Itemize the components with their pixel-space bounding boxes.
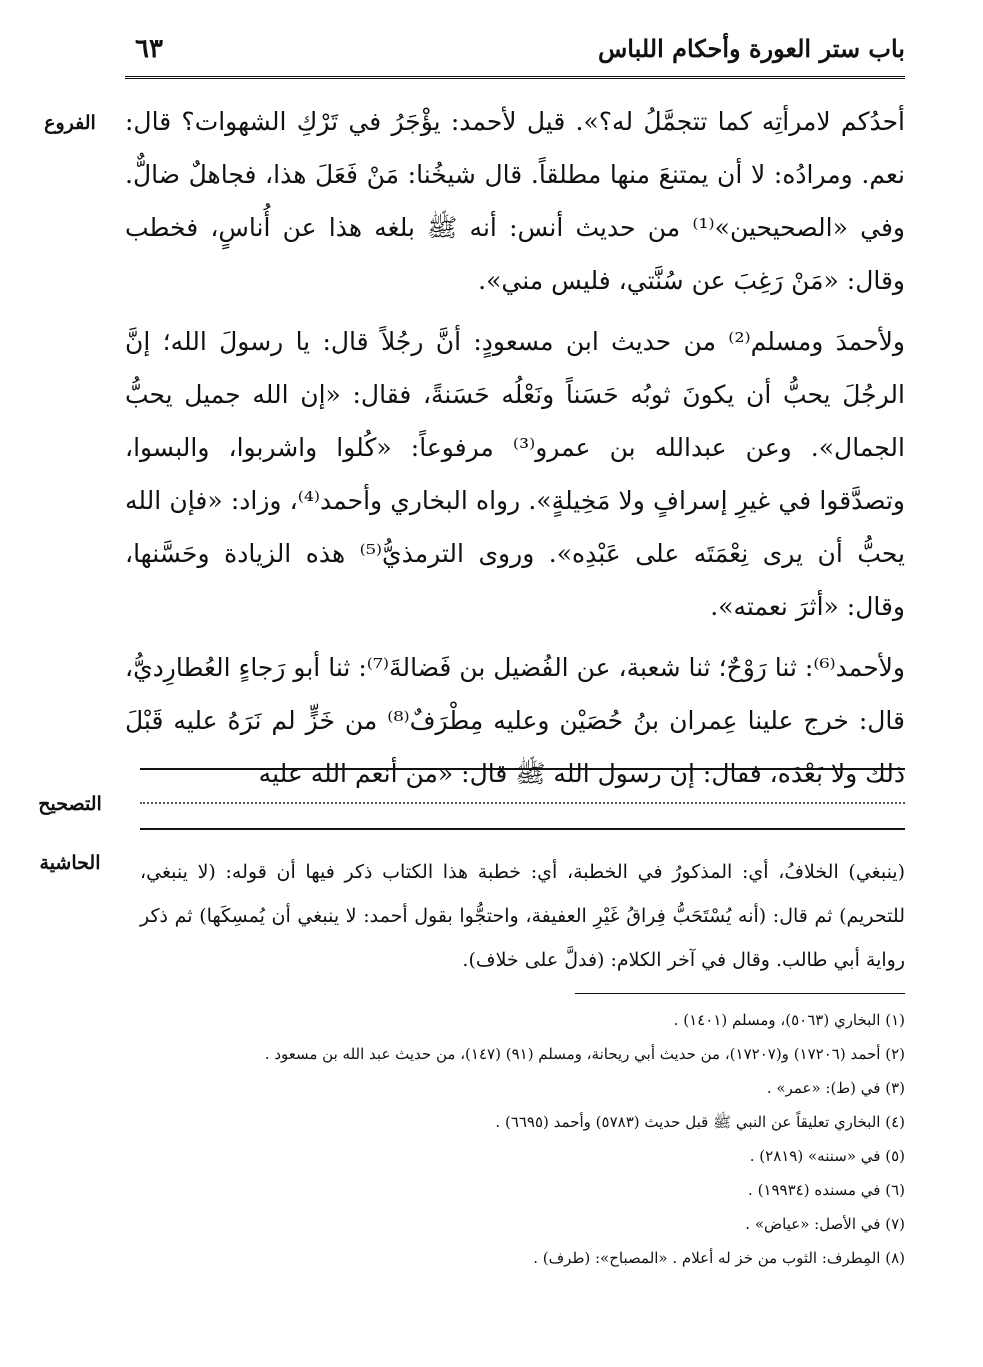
footnote: (٢) أحمد (١٧٢٠٦) و(١٧٢٠٧)، من حديث أبي ريحانة، ومسلم (٩١) (١٤٧)، من حديث عبد الله بن مسعود .	[264, 1045, 905, 1063]
footnote: (٧) في الأصل: «عياض» .	[745, 1215, 905, 1233]
footnote: (١) البخاري (٥٠٦٣)، ومسلم (١٤٠١) .	[673, 1011, 905, 1029]
main-text-divider	[140, 768, 905, 770]
footnotes	[140, 1003, 905, 1275]
page-number: ٦٣	[135, 34, 163, 64]
tashih-divider	[140, 828, 905, 830]
footnote: (٨) المِطرف: الثوب من خز له أعلام . «المصباح»: (طرف) .	[533, 1249, 905, 1267]
side-label-furu: الفروع	[44, 112, 96, 134]
tashih-dotted-line	[140, 802, 905, 804]
footnote: (٦) في مسنده (١٩٩٣٤) .	[748, 1181, 905, 1199]
main-paragraph: ولأحمدَ ومسلم⁽²⁾ من حديث ابن مسعودٍ: أنَّ رجُلاً قال: يا رسولَ الله؛ إنَّ الرجُلَ يحبُّ أن يكونَ ثوبُه حَسَناً ونَعْلُه حَسَنةً، فقال: «إن الله جميل يحبُّ الجمال». وعن عبدالله بن عمرو⁽³⁾ مرفوعاً: «كُلوا واشربوا، والبسوا، وتصدَّقوا في غيرِ إسرافٍ ولا مَخِيلةٍ». رواه البخاري وأحمد⁽⁴⁾، وزاد: «فإن الله يحبُّ أن يرى نِعْمَتَه على عَبْدِه». وروى الترمذيُّ⁽⁵⁾ هذه الزيادة وحَسَّنها، وقال: «أثرَ نعمته».	[125, 327, 905, 621]
footnote: (٥) في «سننه» (٢٨١٩) .	[749, 1147, 905, 1165]
side-label-hashiya: الحاشية	[39, 852, 101, 874]
main-paragraph: ولأحمد⁽⁶⁾: ثنا رَوْحٌ؛ ثنا شعبة، عن الفُضيل بن فَضالةَ⁽⁷⁾: ثنا أبو رَجاءٍ العُطارِديُّ، قال: خرج علينا عِمران بنُ حُصَيْن وعليه مِطْرَفٌ⁽⁸⁾ من خَزٍّ لم نَرَهُ عليه قَبْلَ ذلك ولا بَعْدَه، فقال: إن رسول الله ﷺ قال: «من أنعم الله عليه	[125, 653, 906, 788]
page-header	[125, 30, 905, 79]
footnote-separator	[575, 993, 905, 994]
hashiya-text: (ينبغي) الخلافُ، أي: المذكورُ في الخطبة، أي: خطبة هذا الكتاب ذكر فيها أن قوله: (لا ينبغي، للتحريم) ثم قال: (أنه يُسْتَحَبُّ فِراقُ غَيْرِ العفيفة، واحتجُّوا بقول أحمد: لا ينبغي أن يُمسِكَها) ثم ذكر رواية أبي طالب. وقال في آخر الكلام: (فدلَّ على خلاف).	[140, 861, 905, 971]
footnote: (٣) في (ط): «عمر» .	[766, 1079, 905, 1097]
footnote: (٤) البخاري تعليقاً عن النبي ﷺ قبل حديث (٥٧٨٣) وأحمد (٦٦٩٥) .	[495, 1113, 905, 1131]
main-paragraph: أحدُكم لامرأتِه كما تتجمَّلُ له؟». قيل لأحمد: يؤْجَرُ في تَرْكِ الشهوات؟ قال: نعم. ومرادُه: لا أن يمتنعَ منها مطلقاً. قال شيخُنا: مَنْ فَعَلَ هذا، فجاهلٌ ضالٌّ. وفي «الصحيحين»⁽¹⁾ من حديث أنس: أنه ﷺ بلغه هذا عن أُناسٍ، فخطب وقال: «مَنْ رَغِبَ عن سُنَّتي، فليس مني».	[125, 107, 905, 295]
running-title: باب ستر العورة وأحكام اللباس	[597, 34, 905, 63]
main-text	[125, 95, 905, 800]
side-label-tashih: التصحيح	[38, 793, 102, 815]
